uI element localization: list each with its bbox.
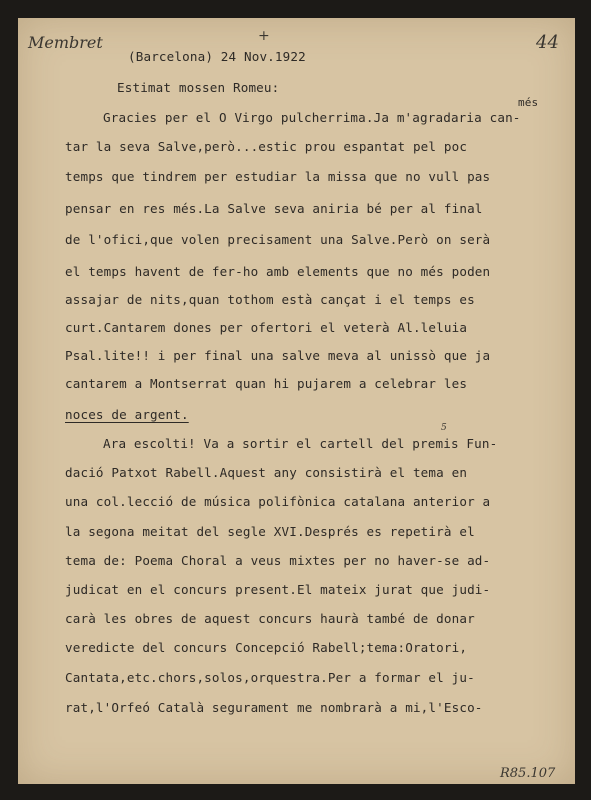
inserted-word: més	[518, 96, 539, 109]
letter-line: la segona meitat del segle XVI.Després es repetirà el	[65, 524, 475, 539]
cross-mark: +	[258, 28, 270, 44]
letter-line: Psal.lite!! i per final una salve meva al unissò que ja	[65, 348, 491, 363]
letter-line: cantarem a Montserrat quan hi pujarem a celebrar les	[65, 376, 468, 391]
archive-reference: R85.107	[500, 766, 556, 781]
letter-line: veredicte del concurs Concepció Rabell;tema:Oratori,	[65, 640, 468, 655]
small-mark: 5	[441, 423, 447, 433]
letter-line-underlined: noces de argent.	[65, 407, 189, 422]
dateline: (Barcelona) 24 Nov.1922	[128, 49, 306, 64]
letter-line: dació Patxot Rabell.Aquest any consistirà el tema en	[65, 465, 468, 480]
letter-line: Gracies per el O Virgo pulcherrima.Ja m'agradaria can-	[103, 110, 521, 125]
letter-line: Ara escolti! Va a sortir el cartell del premis Fun-	[103, 436, 498, 451]
letter-line: rat,l'Orfeó Català segurament me nombrarà a mi,l'Esco-	[65, 700, 483, 715]
letter-line: pensar en res més.La Salve seva aniria bé per al final	[65, 201, 483, 216]
letter-line: una col.lecció de música polifònica catalana anterior a	[65, 494, 491, 509]
letter-line: judicat en el concurs present.El mateix jurat que judi-	[65, 582, 491, 597]
letter-line: de l'ofici,que volen precisament una Salve.Però on serà	[65, 232, 491, 247]
letter-line: temps que tindrem per estudiar la missa que no vull pas	[65, 169, 491, 184]
handwritten-note: Membret	[28, 33, 103, 52]
letter-line: tema de: Poema Choral a veus mixtes per no haver-se ad-	[65, 553, 491, 568]
salutation: Estimat mossen Romeu:	[117, 80, 280, 95]
letter-line: tar la seva Salve,però...estic prou espantat pel poc	[65, 139, 468, 154]
letter-line: Cantata,etc.chors,solos,orquestra.Per a formar el ju-	[65, 670, 475, 685]
page-number: 44	[536, 32, 559, 53]
letter-line: assajar de nits,quan tothom està cançat i el temps es	[65, 292, 475, 307]
letter-line: curt.Cantarem dones per ofertori el veterà Al.leluia	[65, 320, 468, 335]
letter-line: carà les obres de aquest concurs haurà també de donar	[65, 611, 475, 626]
letter-line: el temps havent de fer-ho amb elements que no més poden	[65, 264, 491, 279]
